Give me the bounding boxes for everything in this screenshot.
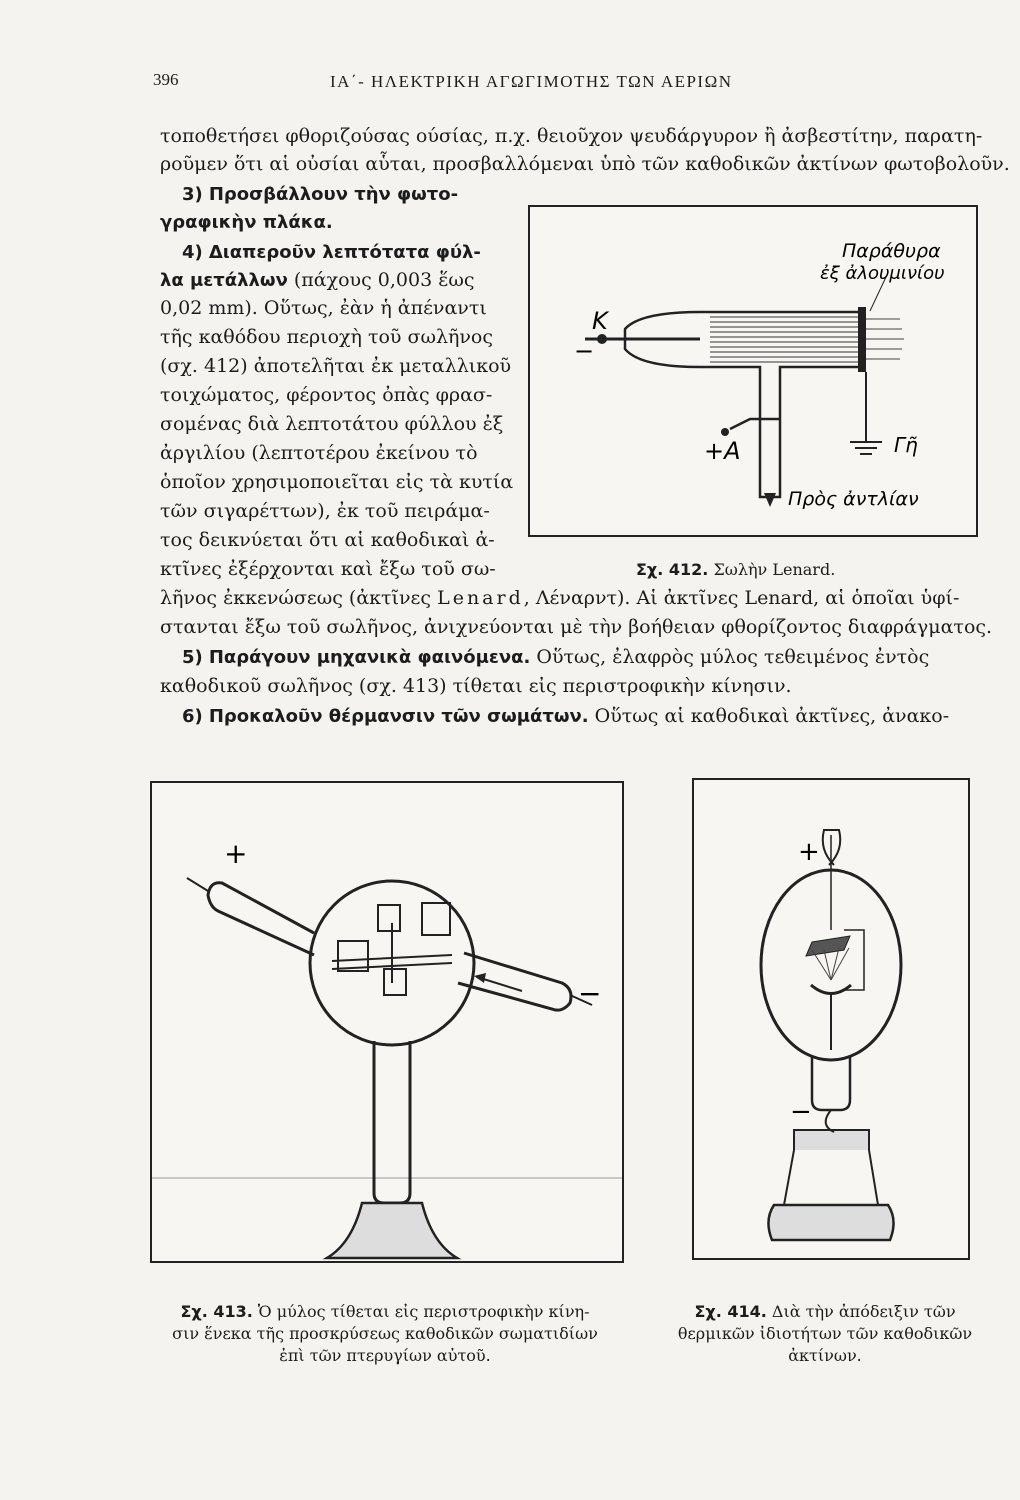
text-line: σομένας διὰ λεπτοτάτου φύλλου ἐξ [160, 413, 504, 435]
figure-412-caption [636, 559, 906, 581]
text-line: τος δεικνύεται ὅτι αἱ καθοδικαὶ ἀ- [160, 529, 495, 551]
item-number: 5) [182, 647, 203, 668]
caption-line: ἐπὶ τῶν πτερυγίων αὐτοῦ. [279, 1346, 491, 1365]
label-to-pump: Πρὸς ἀντλίαν [788, 488, 919, 510]
paragraph-5-line [182, 645, 929, 670]
figure-414-caption [660, 1301, 990, 1367]
bold-heading: Προσβάλλουν τὴν φωτο- [208, 184, 459, 205]
lenard-tube-drawing [530, 207, 976, 535]
item-number: 3) [182, 184, 203, 205]
label-ground: Γῆ [894, 433, 918, 457]
text-line: ροῦμεν ὅτι αἱ οὐσίαι αὗται, προσβαλλόμεναι ὑπὸ τῶν καθοδικῶν ἀκτίνων φωτοβολοῦν. [160, 153, 1010, 175]
paragraph-6-line [182, 704, 949, 729]
label-minus: − [578, 977, 602, 1010]
text-line: (σχ. 412) ἀποτελῆται ἐκ μεταλλικοῦ [160, 355, 512, 377]
item-number: 4) [182, 242, 203, 263]
figure-413-caption [150, 1301, 620, 1367]
text-span: , Λέναρντ). Αἱ ἀκτῖνες Lenard, αἱ ὁποῖαι ὑφί- [523, 587, 960, 609]
text-line: 0,02 mm). Οὕτως, ἐὰν ἡ ἀπέναντι [160, 297, 487, 319]
text-line: τῆς καθόδου περιοχὴ τοῦ σωλῆνος [160, 326, 494, 348]
heating-tube-drawing [694, 780, 968, 1258]
text-line [160, 586, 959, 610]
text-span: λῆνος ἐκκενώσεως (ἀκτῖνες [160, 587, 438, 609]
paragraph-4-line [160, 268, 475, 293]
figure-413-paddle-wheel-tube [150, 781, 624, 1263]
caption-text: Σωλὴν Lenard. [708, 560, 836, 579]
bold-heading: γραφικὴν πλάκα. [160, 212, 333, 233]
text-line: ὁποῖον χρησιμοποιεῖται εἰς τὰ κυτία [160, 471, 514, 493]
figure-412-lenard-tube [528, 205, 978, 537]
caption-number: Σχ. 412. [636, 560, 709, 579]
caption-line [660, 1301, 990, 1323]
bold-heading: Προκαλοῦν θέρμανσιν τῶν σωμάτων. [208, 706, 589, 727]
paddle-wheel-drawing [152, 783, 622, 1261]
caption-line: ἀκτίνων. [788, 1346, 862, 1365]
bold-heading: λα μετάλλων [160, 270, 288, 291]
label-cathode-minus: − [574, 337, 595, 365]
bold-heading: Διαπεροῦν λεπτότατα φύλ- [208, 242, 481, 263]
text-line: κτῖνες ἐξέρχονται καὶ ἔξω τοῦ σω- [160, 558, 496, 580]
label-plus: + [798, 837, 820, 867]
text-span: (πάχους 0,003 ἕως [287, 269, 475, 291]
paragraph-4-line [182, 240, 481, 265]
paragraph-3-line [182, 182, 458, 207]
spaced-name: Lenard [437, 587, 524, 609]
caption-number: Σχ. 414. [694, 1302, 767, 1321]
text-span: Οὕτως, ἐλαφρὸς μύλος τεθειμένος ἐντὸς [530, 646, 930, 668]
caption-line: θερμικῶν ἰδιοτήτων τῶν καθοδικῶν [677, 1324, 973, 1343]
label-plus: + [224, 837, 248, 870]
caption-number: Σχ. 413. [180, 1302, 253, 1321]
bold-heading: Παράγουν μηχανικὰ φαινόμενα. [208, 647, 531, 668]
caption-text: Διὰ τὴν ἀπόδειξιν τῶν [766, 1302, 956, 1321]
caption-text: Ὁ μύλος τίθεται εἰς περιστροφικὴν κίνη- [252, 1302, 590, 1321]
item-number: 6) [182, 706, 203, 727]
caption-line: σιν ἕνεκα τῆς προσκρύσεως καθοδικῶν σωματιδίων [172, 1324, 598, 1343]
text-span: Οὕτως αἱ καθοδικαὶ ἀκτῖνες, ἀνακο- [588, 705, 950, 727]
text-line: τοιχώματος, φέροντος ὀπὰς φρασ- [160, 384, 493, 406]
caption-line [150, 1301, 620, 1323]
text-line: ἀργιλίου (λεπτοτέρου ἐκείνου τὸ [160, 442, 478, 464]
figure-414-heating-tube [692, 778, 970, 1260]
running-title: ΙΑ΄- ΗΛΕΚΤΡΙΚΗ ΑΓΩΓΙΜΟΤΗΣ ΤΩΝ ΑΕΡΙΩΝ [330, 72, 733, 91]
text-line: καθοδικοῦ σωλῆνος (σχ. 413) τίθεται εἰς περιστροφικὴν κίνησιν. [160, 675, 792, 697]
label-minus: − [790, 1097, 812, 1127]
paragraph-3-line [160, 210, 333, 235]
text-line: στανται ἔξω τοῦ σωλῆνος, ἀνιχνεύονται μὲ τὴν βοήθειαν φθορίζοντος διαφράγματος. [160, 616, 993, 638]
page-number: 396 [153, 70, 179, 89]
text-line: τῶν σιγαρέττων), ἐκ τοῦ πειράμα- [160, 500, 490, 522]
label-anode-a: +A [704, 437, 741, 465]
label-aluminium-windows-1: Παράθυρα [842, 240, 941, 262]
label-aluminium-windows-2: ἐξ ἀλουμινίου [820, 263, 945, 284]
label-cathode-k: K [592, 307, 608, 335]
text-line: τοποθετήσει φθοριζούσας ούσίας, π.χ. θειοῦχον ψευδάργυρον ἢ ἀσβεστίτην, παρατη- [160, 125, 983, 147]
